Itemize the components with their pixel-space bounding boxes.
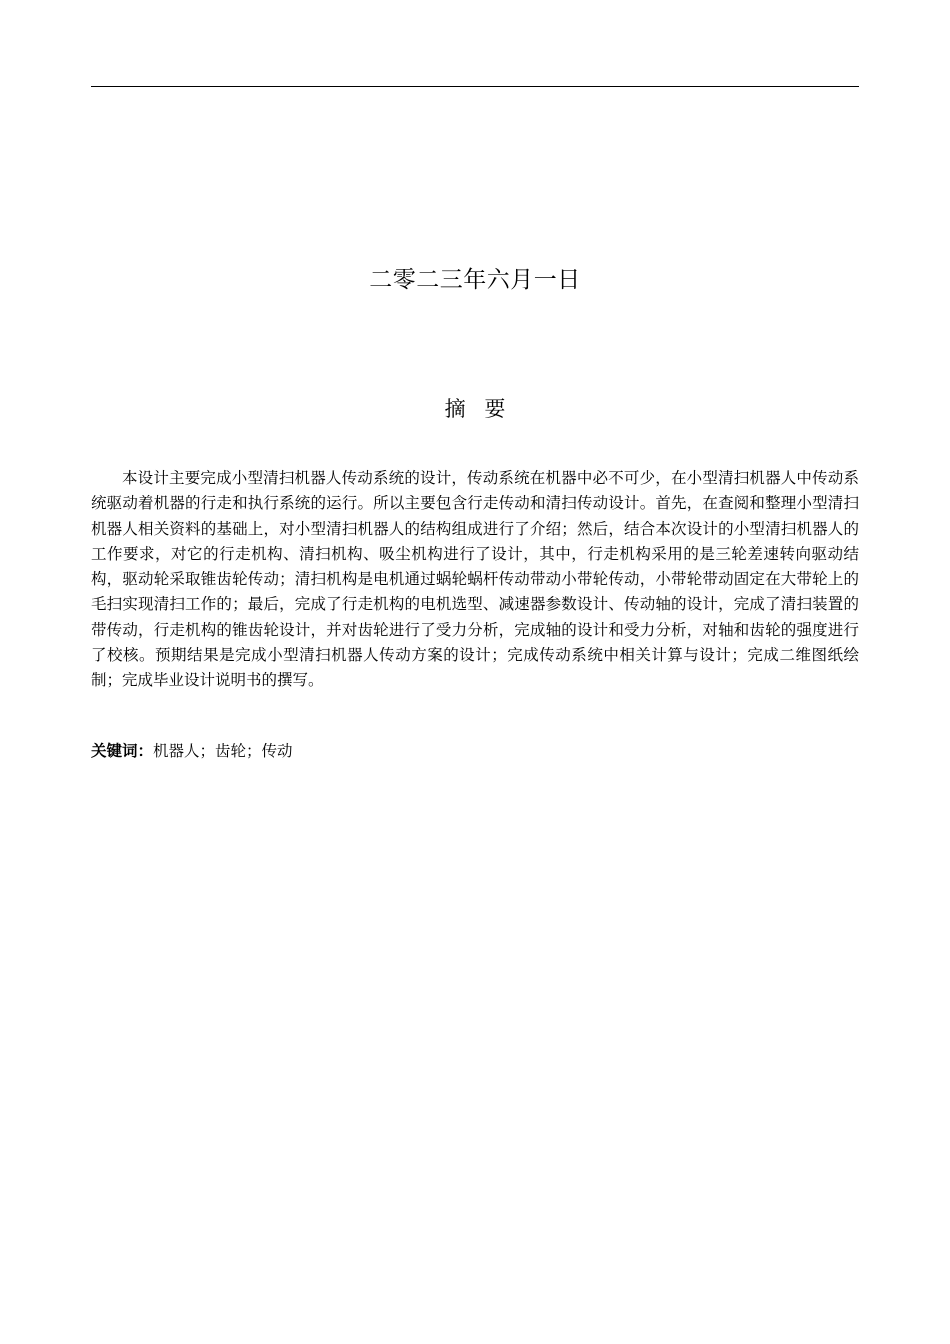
keywords-value: 机器人；齿轮；传动 — [153, 742, 293, 760]
keywords-label: 关键词： — [91, 742, 154, 760]
abstract-heading-text: 摘 要 — [444, 397, 506, 421]
abstract-body: 本设计主要完成小型清扫机器人传动系统的设计，传动系统在机器中必不可少，在小型清扫机器人中传动系统驱动着机器的行走和执行系统的运行。所以主要包含行走传动和清扫传动设计。首先，在查阅和整理小型清扫机器人相关资料的基础上，对小型清扫机器人的结构组成进行了介绍；然后，结合本次设计的小型清扫机器人的工作要求，对它的行走机构、清扫机构、吸尘机构进行了设计，其中，行走机构采用的是三轮差速转向驱动结构，驱动轮采取锥齿轮传动；清扫机构是电机通过蜗轮蜗杆传动带动小带轮传动，小带轮带动固定在大带轮上的毛扫实现清扫工作的；最后，完成了行走机构的电机选型、减速器参数设计、传动轴的设计，完成了清扫装置的带传动，行走机构的锥齿轮设计，并对齿轮进行了受力分析，完成轴的设计和受力分析，对轴和齿轮的强度进行了校核。预期结果是完成小型清扫机器人传动方案的设计；完成传动系统中相关计算与设计；完成二维图纸绘制；完成毕业设计说明书的撰写。 — [91, 469, 859, 690]
abstract-heading — [0, 394, 950, 424]
date-line: 二零二三年六月一日 — [369, 267, 581, 293]
header-rule — [91, 86, 859, 87]
keywords-line — [91, 739, 859, 764]
